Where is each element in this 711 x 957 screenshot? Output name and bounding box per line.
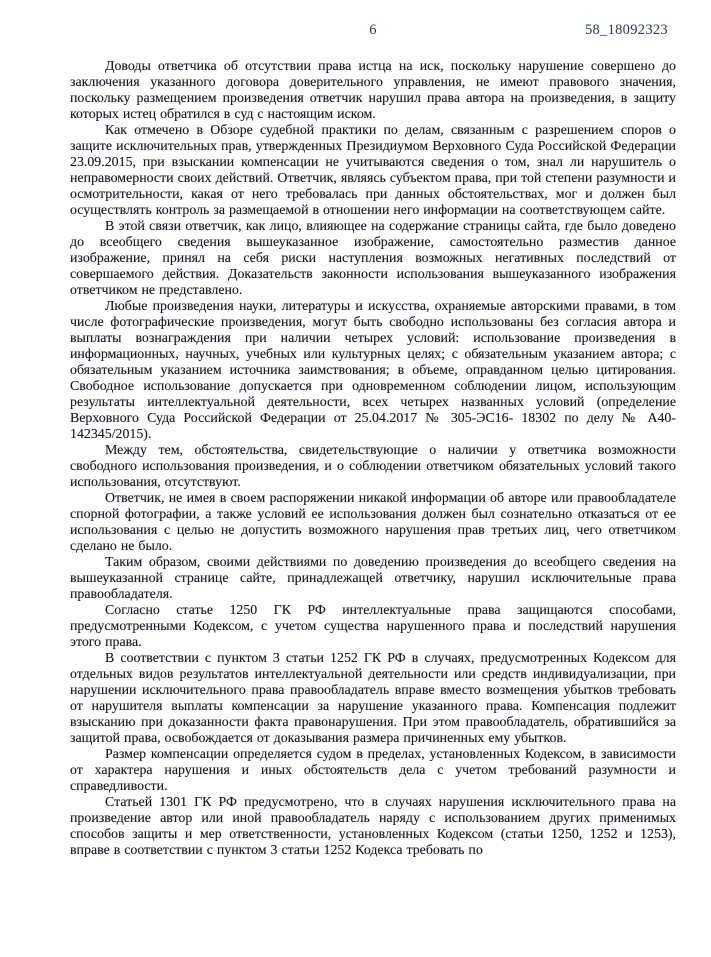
- paragraph-supreme-court-review: Как отмечено в Обзоре судебной практики по делам, связанным с разрешением споров о защите исключительных прав, утвержденных Президиумом Верховного Суда Российской Федерации 23.09.2015, при взыскании компенсации не учитываются сведения о том, знал ли нарушитель о неправомерности своих действий. Ответчик, являясь субъектом права, при той степени разумности и осмотрительности, какая от него требовалась при данных обстоятельствах, мог и должен был осуществлять контроль за размещаемой в отношении него информации на соответствующем сайте.: [70, 123, 676, 218]
- paragraph-arguments-rejected: Доводы ответчика об отсутствии права истца на иск, поскольку нарушение совершено до заключения указанного договора доверительного управления, не имеют правового значения, поскольку размещением произведения ответчик нарушил права автора на произведения, в защиту которых истец обратился в суд с настоящим иском.: [70, 59, 676, 122]
- paragraph-no-free-use-circumstances: Между тем, обстоятельства, свидетельствующие о наличии у ответчика возможности свободного использования произведения, и о соблюдении ответчиком обязательных условий такого использования, отсутствуют.: [70, 443, 676, 490]
- paragraph-article-1250: Согласно статье 1250 ГК РФ интеллектуальные права защищаются способами, предусмотренными Кодексом, с учетом существа нарушенного права и последствий нарушения этого права.: [70, 603, 676, 650]
- paragraph-article-1301: Статьей 1301 ГК РФ предусмотрено, что в случаях нарушения исключительного права на произведение автор или иной правообладатель наряду с использованием других применимых способов защиты и мер ответственности, установленных Кодексом (статьи 1250, 1252 и 1253), вправе в соответствии с пунктом 3 статьи 1252 Кодекса требовать по: [70, 795, 676, 858]
- paragraph-defendant-responsibility: В этой связи ответчик, как лицо, влияющее на содержание страницы сайта, где было доведено до всеобщего сведения вышеуказанное изображение, самостоятельно разместив данное изображение, принял на себя риски наступления возможных негативных последствий от совершаемого действия. Доказательств законности использования вышеуказанного изображения ответчиком не представлено.: [70, 219, 676, 298]
- paragraph-exclusive-rights-violated: Таким образом, своими действиями по доведению произведения до всеобщего сведения на вышеуказанной странице сайте, принадлежащей ответчику, нарушил исключительные права правообладателя.: [70, 555, 676, 602]
- paragraph-compensation-amount: Размер компенсации определяется судом в пределах, установленных Кодексом, в зависимости от характера нарушения и иных обстоятельств дела с учетом требований разумности и справедливости.: [70, 747, 676, 794]
- document-body: [70, 59, 676, 859]
- page-header: [70, 22, 676, 40]
- paragraph-defendant-no-author-info: Ответчик, не имея в своем распоряжении никакой информации об авторе или правообладателе спорной фотографии, а также условий ее использования должен был сознательно отказаться от ее использования с целью не допустить возможного нарушения прав третьих лиц, чего ответчиком сделано не было.: [70, 491, 676, 554]
- page-number: 6: [369, 22, 377, 38]
- paragraph-free-use-conditions: Любые произведения науки, литературы и искусства, охраняемые авторскими правами, в том числе фотографические произведения, могут быть свободно использованы без согласия автора и выплаты вознаграждения при наличии четырех условий: использование произведения в информационных, научных, учебных или культурных целях; с обязательным указанием автора; с обязательным указанием источника заимствования; в объеме, оправданном целью цитирования. Свободное использование допускается при одновременном соблюдении лицом, использующим результаты интеллектуальной деятельности, всех четырех названных условий (определение Верховного Суда Российской Федерации от 25.04.2017 № 305-ЭС16- 18302 по делу № А40- 142345/2015).: [70, 299, 676, 442]
- document-id: 58_18092323: [584, 22, 668, 38]
- paragraph-article-1252: В соответствии с пунктом 3 статьи 1252 ГК РФ в случаях, предусмотренных Кодексом для отдельных видов результатов интеллектуальной деятельности или средств индивидуализации, при нарушении исключительного права правообладатель вправе вместо возмещения убытков требовать от нарушителя выплаты компенсации за нарушение указанного права. Компенсация подлежит взысканию при доказанности факта правонарушения. При этом правообладатель, обратившийся за защитой права, освобождается от доказывания размера причиненных ему убытков.: [70, 651, 676, 746]
